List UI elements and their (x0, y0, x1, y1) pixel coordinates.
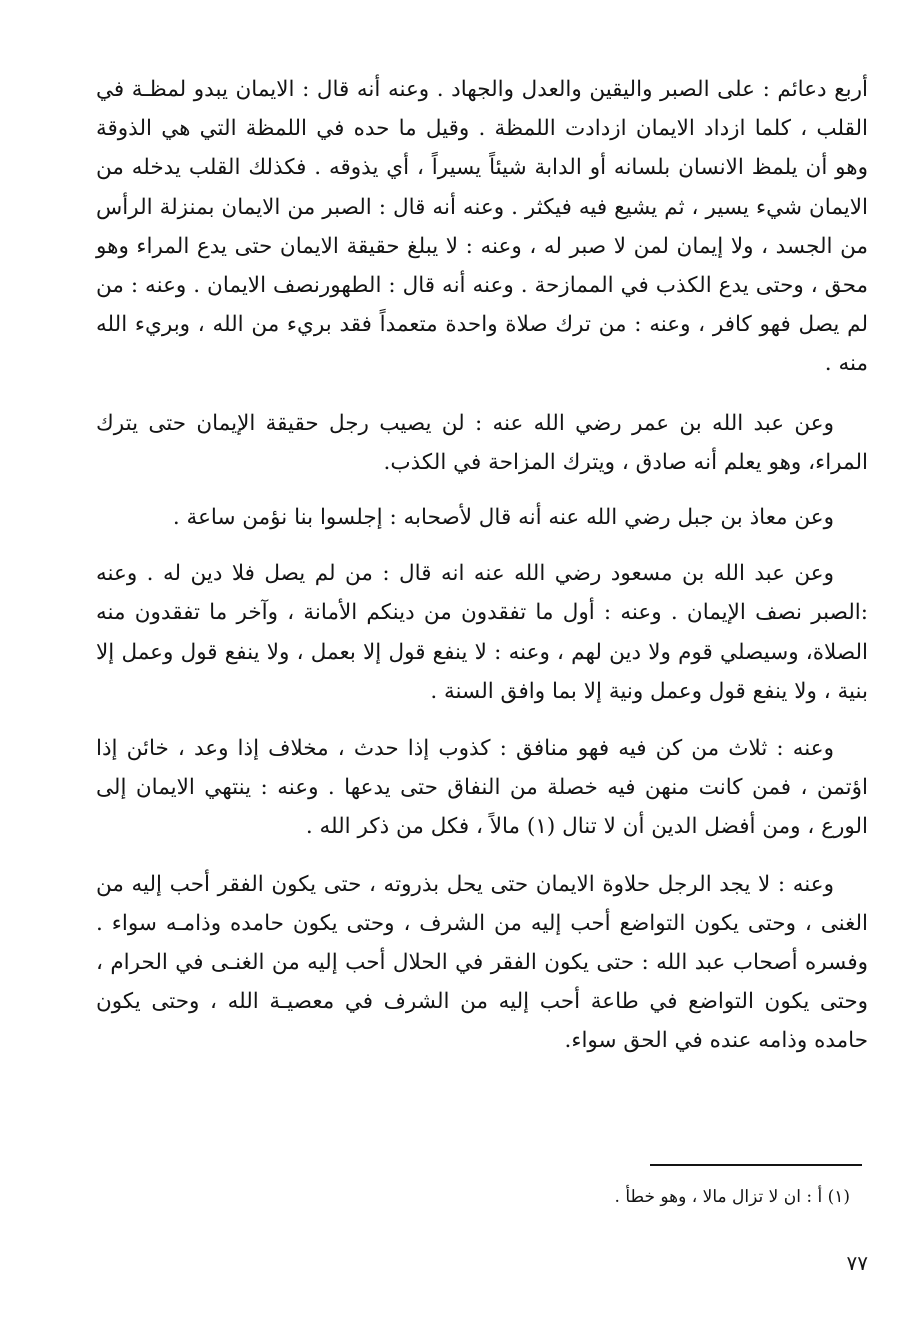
page-body (96, 70, 868, 1290)
footnote-divider (650, 1164, 862, 1166)
paragraph-4: وعن عبد الله بن مسعود رضي الله عنه انه قال : من لم يصل فلا دين له . وعنه :الصبر نصف الإيمان . وعنه : أول ما تفقدون من دينكم الأمانة ، وآخر ما تفقدون منه الصلاة، وسيصلي قوم ولا دين لهم ، وعنه : لا ينفع قول إلا بعمل ، ولا ينفع قول وعمل إلا بنية ، ولا ينفع قول وعمل ونية إلا بما وافق السنة . (96, 561, 868, 704)
paragraph-2: وعن عبد الله بن عمر رضي الله عنه : لن يصيب رجل حقيقة الإيمان حتى يترك المراء، وهو يعلم أنه صادق ، ويترك المزاحة في الكذب. (96, 410, 868, 475)
paragraph-6: وعنه : لا يجد الرجل حلاوة الايمان حتى يحل بذروته ، حتى يكون الفقر أحب إليه من الغنى ، وحتى يكون التواضع أحب إليه من الشرف ، وحتى يكون حامده وذامـه سواء . وفسره أصحاب عبد الله : حتى يكون الفقر في الحلال أحب إليه من الغنـى في الحرام ، وحتى يكون التواضع في طاعة أحب إليه من الشرف في معصيـة الله ، وحتى يكون حامده وذامه عنده في الحق سواء. (96, 871, 868, 1054)
paragraph-3: وعن معاذ بن جبل رضي الله عنه أنه قال لأصحابه : إجلسوا بنا نؤمن ساعة . (172, 505, 834, 531)
footnote: (١) أ : ان لا تزال مالا ، وهو خطأ . (614, 1187, 850, 1207)
paragraph-1: أربع دعائم : على الصبر واليقين والعدل والجهاد . وعنه أنه قال : الايمان يبدو لمظـة في القلب ، كلما ازداد الايمان ازدادت اللمظة . وقيل ما حده في اللمظة التي هي الذوقة وهو أن يلمظ الانسان بلسانه أو الدابة شيئاً يسيراً ، أي يذوقه . فكذلك القلب يدخله من الايمان شيء يسير ، ثم يشيع فيه فيكثر . وعنه أنه قال : الصبر من الايمان بمنزلة الرأس من الجسد ، ولا إيمان لمن لا صبر له ، وعنه : لا يبلغ حقيقة الايمان حتى يدع المراء وهو محق ، وحتى يدع الكذب في الممازحة . وعنه أنه قال : الطهورنصف الايمان . وعنه : من لم يصل فهو كافر ، وعنه : من ترك صلاة واحدة متعمداً فقد بريء من الله ، وبريء الله منه . (96, 77, 868, 377)
page-number: ٧٧ (846, 1251, 868, 1275)
paragraph-5: وعنه : ثلاث من كن فيه فهو منافق : كذوب إذا حدث ، مخلاف إذا وعد ، خائن إذا اؤتمن ، فمن كانت منهن فيه خصلة من النفاق حتى يدعها . وعنه : ينتهي الايمان إلى الورع ، ومن أفضل الدين أن لا تنال (١) مالاً ، فكل من ذكر الله . (96, 736, 868, 840)
